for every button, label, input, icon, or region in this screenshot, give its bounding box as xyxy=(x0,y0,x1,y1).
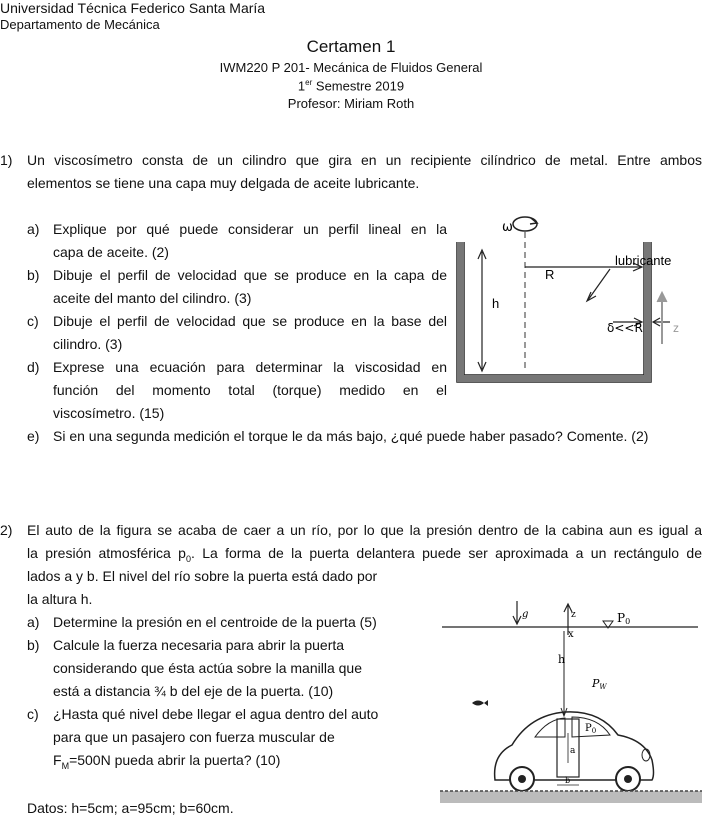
q1-item-a-line1: Explique por qué puede considerar un perfil lineal en la xyxy=(53,221,447,237)
x-axis-label: x xyxy=(568,629,574,640)
q1-item-d-line2: función del momento total (torque) medido en el xyxy=(53,382,447,398)
fish-icon xyxy=(472,700,488,706)
q2-item-b-line3: está a distancia ¾ b del eje de la puerta. (10) xyxy=(53,683,334,699)
q2-item-c-line3: $F_M=500N$ pueda abrir la puerta? (10) xyxy=(53,752,281,771)
z-axis-label: z xyxy=(571,610,576,620)
q2-data-line: Datos: h=5cm; a=95cm; b=60cm. xyxy=(27,800,234,816)
g-label: g xyxy=(522,609,529,620)
h-label: h xyxy=(558,653,566,666)
q1-item-b-line1: Dibuje el perfil de velocidad que se produce en la capa de xyxy=(53,267,447,283)
p0-label: P0 xyxy=(617,611,631,626)
q2-intro-line2: la presión atmosférica $p_0$. La forma de la puerta delantera puede ser aproximada a un rectángulo de xyxy=(27,545,702,564)
container-base xyxy=(457,375,651,382)
q1-intro-line2: elementos se tiene una capa muy delgada de aceite lubricante. xyxy=(27,175,420,191)
b-label: b xyxy=(565,776,571,785)
q1-item-a-line2: capa de aceite. (2) xyxy=(53,244,169,260)
q2-item-b-line1: Calcule la fuerza necesaria para abrir la puerta xyxy=(53,637,345,653)
q1-item-d-line1: Exprese una ecuación para determinar la viscosidad en xyxy=(53,359,447,375)
q1-item-a-label: a) xyxy=(27,221,40,237)
lubricant-label: lubricante xyxy=(615,253,672,268)
q1-item-e-label: e) xyxy=(27,428,40,444)
semester: 1er Semestre 2019 xyxy=(297,78,405,94)
car-headlight xyxy=(642,749,650,761)
r-label: R xyxy=(545,267,555,282)
q1-item-c-line2: cilindro. (3) xyxy=(53,336,123,352)
q2-item-c-line1: ¿Hasta qué nivel debe llegar el agua dentro del auto xyxy=(53,706,379,722)
department-name: Departamento de Mecánica xyxy=(0,17,160,32)
q1-item-c-label: c) xyxy=(27,313,39,329)
z-label: z xyxy=(673,321,679,335)
container-wall-left xyxy=(457,242,464,375)
car-in-river-figure xyxy=(440,595,702,810)
q2-item-a-label: a) xyxy=(27,614,40,630)
q2-item-b-label: b) xyxy=(27,637,40,653)
q1-number: 1) xyxy=(0,152,13,168)
lubricant-pointer xyxy=(588,269,610,300)
q1-item-d-line3: viscosímetro. (15) xyxy=(53,405,165,421)
river-bed xyxy=(440,791,702,803)
course-code: IWM220 P 201- Mecánica de Fluidos General xyxy=(219,60,483,75)
q2-item-c-line2: para que un pasajero con fuerza muscular de xyxy=(53,729,335,745)
professor: Profesor: Miriam Roth xyxy=(287,96,415,111)
q2-item-b-line2: considerando que ésta actúa sobre la manilla que xyxy=(53,660,362,676)
omega-label: ω xyxy=(502,220,513,235)
q1-item-c-line1: Dibuje el perfil de velocidad que se produce en la base del xyxy=(53,313,447,329)
university-name: Universidad Técnica Federico Santa María xyxy=(0,0,266,16)
viscometer-figure xyxy=(455,212,700,387)
q2-item-c-label: c) xyxy=(27,706,39,722)
exam-title: Certamen 1 xyxy=(306,37,396,56)
q2-number: 2) xyxy=(0,522,13,538)
h-label: h xyxy=(492,296,500,311)
q2-intro-line3: lados a y b. El nivel del río sobre la puerta está dado por xyxy=(27,568,378,584)
q2-item-a-line1: Determine la presión en el centroide de la puerta (5) xyxy=(53,614,377,630)
q1-intro-line1: Un viscosímetro consta de un cilindro que gira en un recipiente cilíndrico de metal. Entre ambos xyxy=(27,152,702,168)
q2-intro-line4: la altura h. xyxy=(27,591,93,607)
q1-item-d-label: d) xyxy=(27,359,40,375)
p0-cabin-label: $P_0$ xyxy=(585,723,597,735)
a-label: a xyxy=(570,746,576,756)
delta-label: δ<<R xyxy=(607,321,643,335)
car-window-rear xyxy=(535,718,565,737)
pw-label: PW xyxy=(592,677,607,691)
q1-item-e-line1: Si en una segunda medición el torque le da más bajo, ¿qué puede haber pasado? Comente. (2) xyxy=(53,428,649,444)
q1-item-b-label: b) xyxy=(27,267,40,283)
q2-intro-line1: El auto de la figura se acaba de caer a un río, por lo que la presión dentro de la cabina aun es igual a xyxy=(27,522,702,538)
q1-item-b-line2: aceite del manto del cilindro. (3) xyxy=(53,290,252,306)
